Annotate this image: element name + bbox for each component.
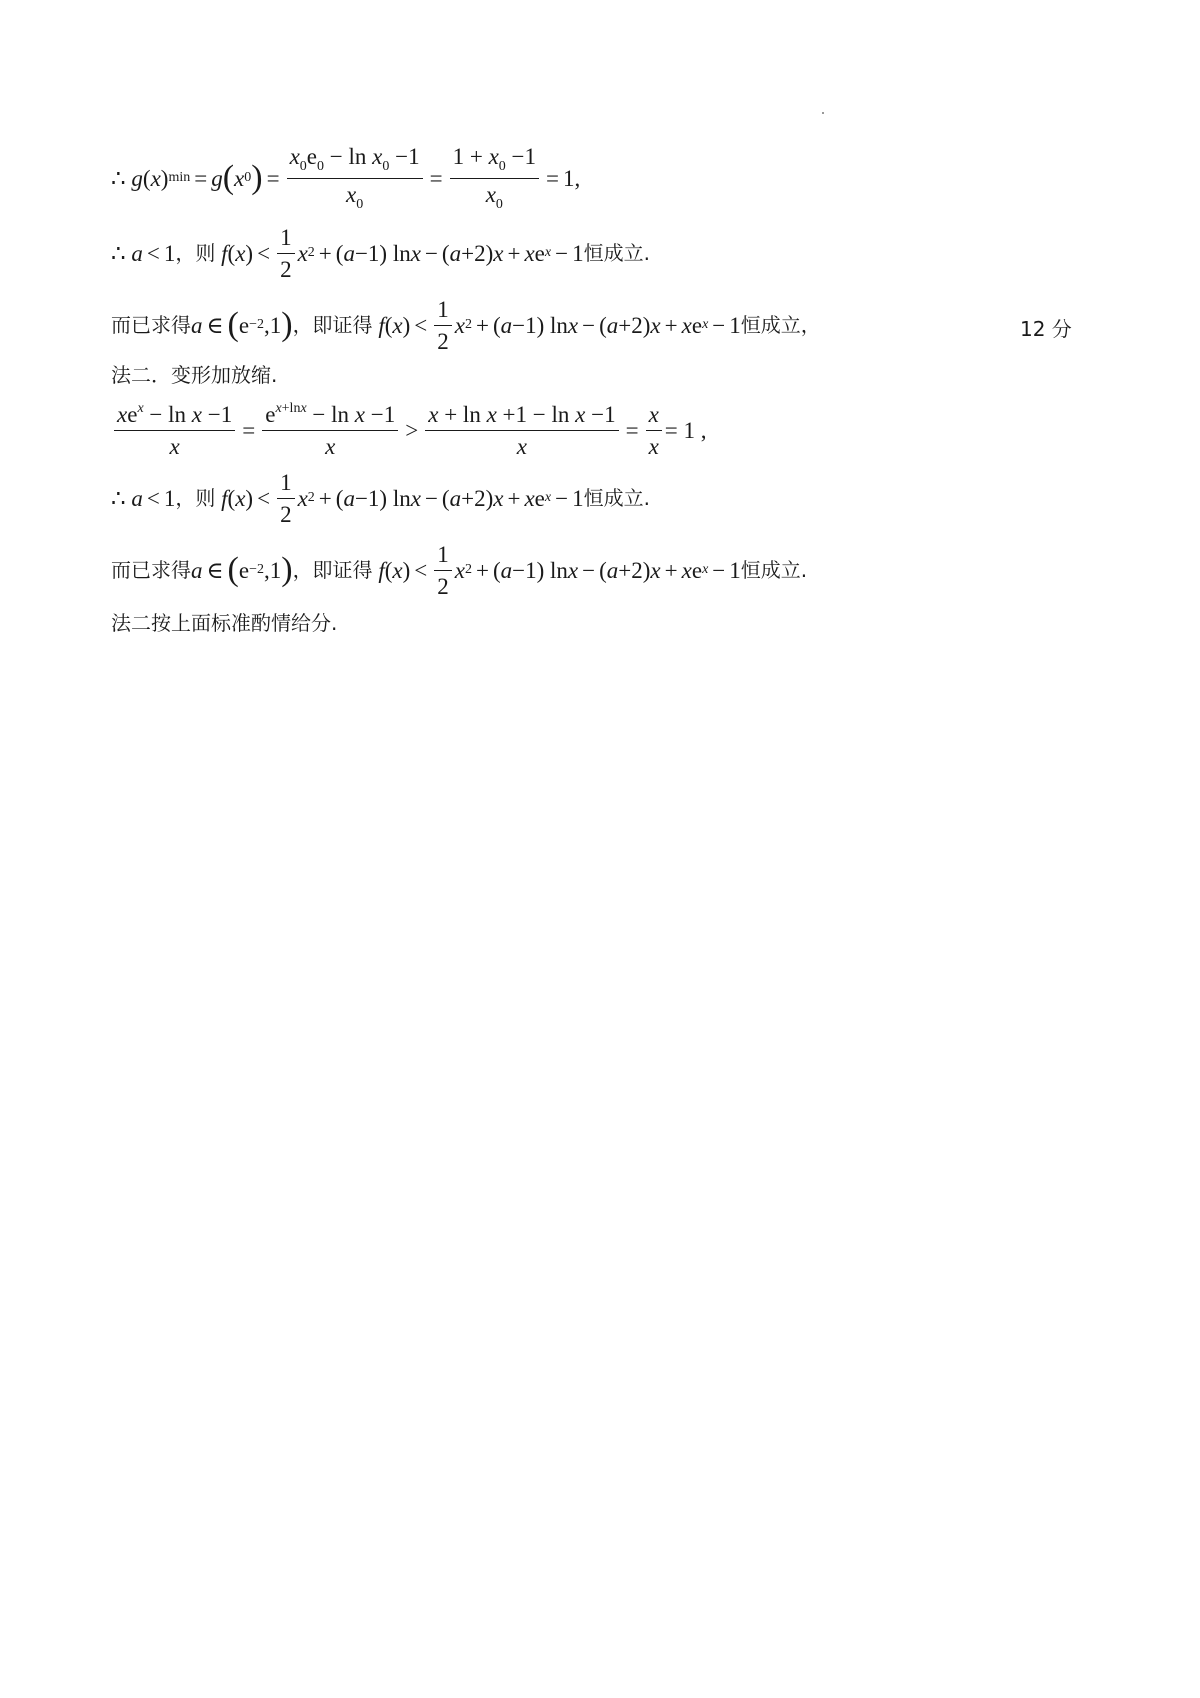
fraction-half: $\frac{1}{2}$: [434, 543, 452, 598]
fraction: $\frac{e^{x+lnx} - \ln x -1}{x}$: [262, 402, 398, 458]
score-label: 12 分: [1020, 317, 1072, 341]
stray-dot: [822, 112, 824, 114]
line-inequality-2: ∴ a < 1 ，则 f ( x ) < $\frac{1}{2}$ x 2 + ( a −1) ln x − ( a +2) x + x e x − 1 恒成立.: [111, 469, 650, 527]
line-conclusion-1: 而已求得 a ∈ ( e −2 ,1 ) ，即证得 f ( x ) < $\frac{1}{2}$ x 2 + ( a −1) ln x − ( a +2) x + x e x − 1 恒成立，: [111, 296, 821, 354]
fraction: $\frac{x_0e_0 - \ln x_0 -1}{x_0}$: [287, 145, 423, 212]
fraction: $\frac{\text{x + ln x +1 − ln x −1}}{x}$: [425, 403, 618, 458]
fraction-half: $\frac{1}{2}$: [277, 471, 295, 526]
line-transform: $\frac{xe^x - \ln x -1}{x}$ = $\frac{e^{x+lnx} - \ln x -1}{x}$ > $\frac{\text{x + ln x +1 − ln x −1}}{x}$ = $\frac{x}{x}$ = 1 ,: [111, 400, 707, 460]
fraction-half: $\frac{1}{2}$: [277, 226, 295, 281]
fraction: $\frac{xe^x - \ln x -1}{x}$: [114, 402, 235, 458]
line-inequality-1: ∴ a < 1 ，则 f ( x ) < $\frac{1}{2}$ x 2 + ( a −1) ln x − ( a +2) x + x e x − 1 恒成立.: [111, 224, 650, 282]
fraction: $\frac{x}{x}$: [646, 403, 662, 458]
line-gmin: ∴ g ( x ) min = g ( x 0 ) = $\frac{x_0e_0 - \ln x_0 -1}{x_0}$ = $\frac{1 + x_0 -1}{x_0}$ = 1 ,: [111, 143, 581, 212]
line-conclusion-2: 而已求得 a ∈ ( e −2 ,1 ) ，即证得 f ( x ) < $\frac{1}{2}$ x 2 + ( a −1) ln x − ( a +2) x + x e x − 1 恒成立.: [111, 541, 808, 599]
fraction-half: $\frac{1}{2}$: [434, 298, 452, 353]
line-method-two: 法二．变形加放缩.: [111, 363, 278, 387]
fraction: $\frac{1 + x_0 -1}{x_0}$: [450, 145, 539, 212]
line-grading-note: 法二按上面标准酌情给分.: [111, 611, 338, 635]
